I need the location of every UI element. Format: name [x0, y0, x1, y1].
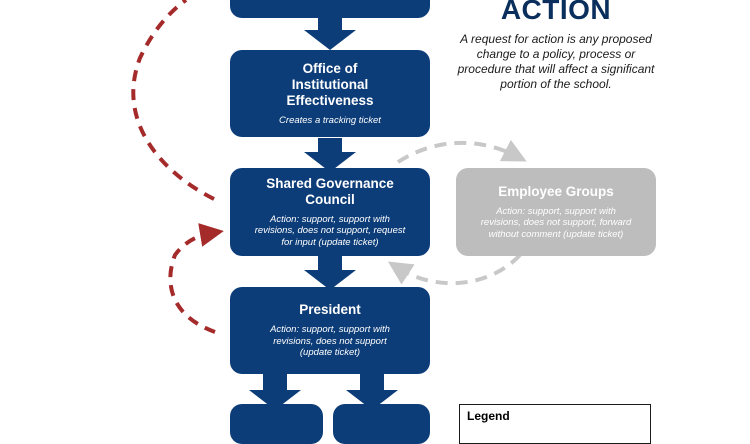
legend-title: Legend — [467, 409, 510, 423]
employee-groups-sub-line-2: revisions, does not support, forward — [480, 217, 632, 229]
office-of-institutional-effectiveness-box — [230, 50, 430, 137]
council-title-line-2: Council — [305, 191, 355, 207]
legend-box — [459, 404, 651, 444]
down-arrow-top-to-office — [304, 16, 356, 50]
president-subtitle — [270, 324, 390, 359]
action-description: A request for action is any proposed change to a policy, process or procedure that will affect a significant portion of the school. — [457, 32, 655, 91]
office-title-line-1: Office of — [302, 60, 358, 76]
council-box-title — [266, 176, 394, 208]
action-heading: ACTION — [500, 0, 612, 25]
council-box-subtitle — [255, 214, 406, 249]
council-title-line-1: Shared Governance — [266, 175, 394, 191]
president-title: President — [299, 302, 361, 318]
president-sub-line-1: Action: support, support with — [270, 324, 390, 336]
office-box-subtitle: Creates a tracking ticket — [279, 114, 381, 126]
down-arrow-office-to-council — [304, 138, 356, 172]
shared-governance-council-box — [230, 168, 430, 256]
employee-groups-sub-line-1: Action: support, support with — [496, 205, 616, 217]
council-sub-line-2: revisions, does not support, request — [254, 225, 406, 237]
office-title-line-2: Institutional — [291, 76, 369, 92]
president-box — [230, 287, 430, 374]
employee-groups-sub-line-3: without comment (update ticket) — [488, 228, 624, 240]
down-arrow-council-to-president — [304, 255, 356, 290]
employee-groups-box — [456, 168, 656, 256]
feedback-arrow-president-to-council — [170, 233, 215, 332]
employee-groups-subtitle — [481, 206, 632, 241]
bottom-left-box — [230, 404, 323, 444]
president-sub-line-3: (update ticket) — [299, 347, 361, 359]
council-sub-line-1: Action: support, support with — [270, 213, 390, 225]
feedback-arrow-council-to-top — [133, 0, 214, 199]
optional-arrow-employee-groups-to-council — [398, 255, 520, 283]
top-process-box — [230, 0, 430, 18]
president-sub-line-2: revisions, does not support — [273, 335, 387, 347]
optional-arrow-council-to-employee-groups — [398, 143, 516, 162]
office-box-title — [286, 61, 373, 109]
bottom-right-box — [333, 404, 430, 444]
council-sub-line-3: for input (update ticket) — [281, 236, 379, 248]
office-title-line-3: Effectiveness — [286, 92, 374, 108]
employee-groups-title: Employee Groups — [498, 183, 614, 199]
